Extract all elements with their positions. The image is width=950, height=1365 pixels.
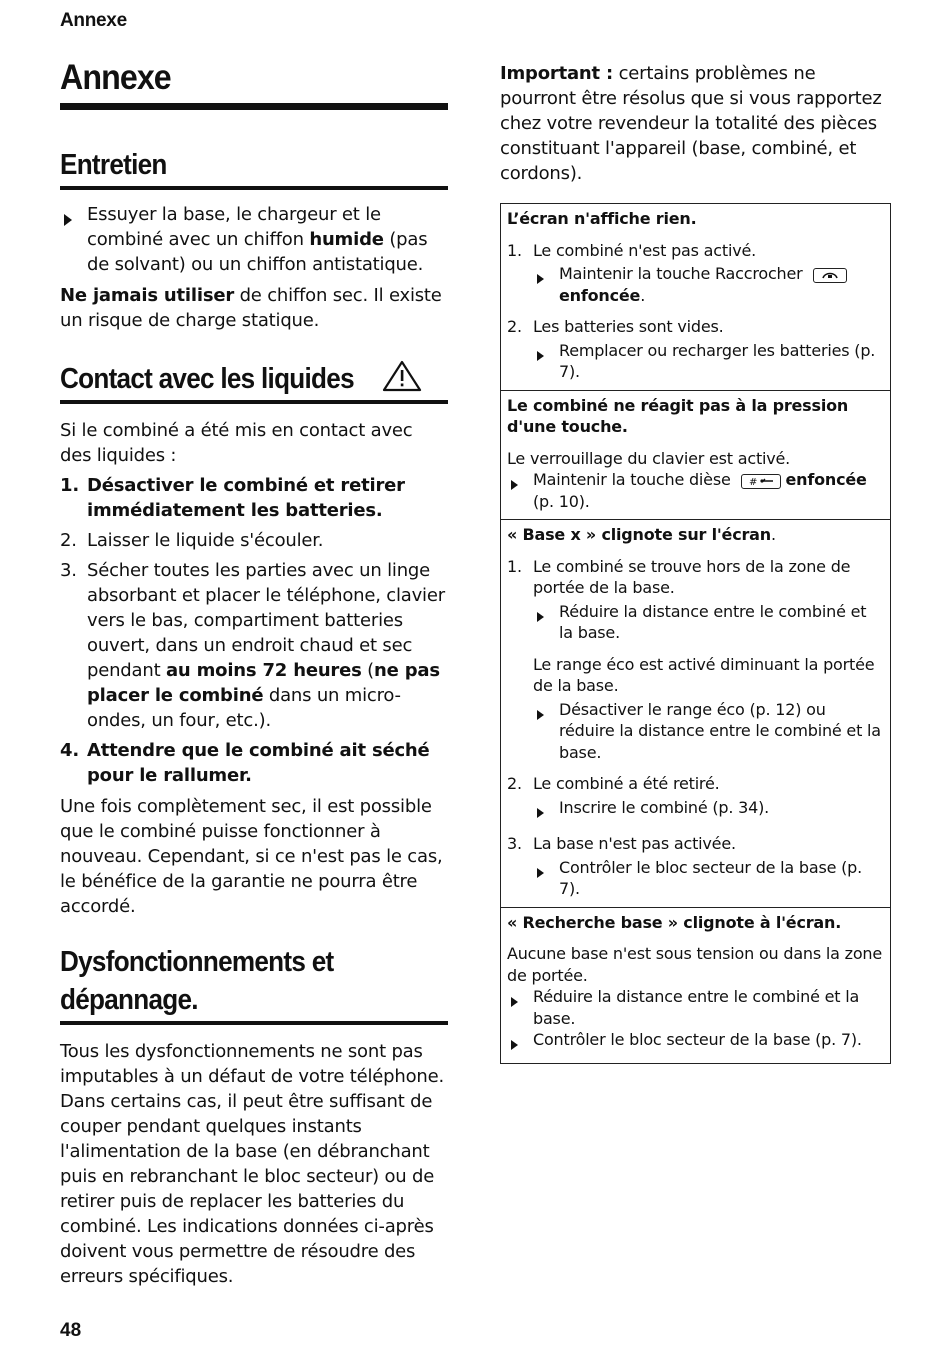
row-text: Le verrouillage du clavier est activé. [507,448,791,468]
left-column [60,56,448,1289]
bullet-arrow-icon [537,274,544,284]
bullet-arrow-icon [537,351,544,361]
sub-bullet: Désactiver le range éco (p. 12) ou réduire la distance entre le combiné et la base. [533,699,884,764]
bullet-arrow-icon [511,997,518,1007]
liquides-outro: Une fois complètement sec, il est possible que le combiné puisse fonctionner à nouveau. Cependant, si ce n'est pas le cas, le bénéfice de la garantie ne pourra être accordé. [60,796,443,917]
sub-bullet: Réduire la distance entre le combiné et la base. [533,601,884,644]
liquides-heading: Contact avec les liquides [60,362,354,395]
annexe-title: Annexe [60,58,171,97]
entretien-bullet [60,202,448,277]
row-title: « Recherche base » clignote à l'écran. [507,912,842,932]
bullet-arrow-icon [511,1040,518,1050]
depannage-heading-line2: dépannage. [60,984,198,1016]
important-note: Important : certains problèmes ne pourront être résolus que si vous rapportez chez votre revendeur la totalité des pièces constituant l'appareil (base, combiné, et cordons). [500,63,882,184]
bullet-arrow-icon [537,808,544,818]
bullet-arrow-icon [511,480,518,490]
entretien-heading: Entretien [60,149,167,181]
bullet-arrow-icon [60,202,87,277]
liquides-intro: Si le combiné a été mis en contact avec des liquides : [60,420,413,466]
table-row [501,204,890,390]
table-row [501,907,890,1063]
row-title: L’écran n'affiche rien. [507,209,697,228]
table-row [501,519,890,907]
liquides-section [60,359,448,919]
list-item: 2. Les batteries sont vides. Remplacer ou recharger les batteries (p. 7). [507,316,884,383]
hash-key-icon [741,474,781,489]
row-title: Le combiné ne réagit pas à la pression d'une touche. [507,395,849,436]
sub-bullet: Maintenir la touche Raccrocher enfoncée. [533,263,884,306]
right-column [500,61,891,1064]
running-header: Annexe [60,10,127,31]
list-item: 4. Attendre que le combiné ait séché pour le rallumer. [60,740,430,786]
svg-text:#: # [748,477,757,487]
hang-up-key-icon [813,268,847,283]
sub-bullet: Contrôler le bloc secteur de la base (p. 7). [507,1029,884,1056]
table-row [501,390,890,520]
depannage-heading-line1: Dysfonctionnements et [60,946,334,978]
liquides-steps [60,473,448,788]
troubleshooting-table [500,203,891,1064]
sub-bullet: Contrôler le bloc secteur de la base (p. 7). [533,857,884,900]
list-item: 2. Le combiné a été retiré. Inscrire le combiné (p. 34). [507,773,884,823]
sub-bullet: Inscrire le combiné (p. 34). [533,797,884,824]
list-item: 1. Le combiné n'est pas activé. Maintenir la touche Raccrocher enfoncée. [507,240,884,307]
sub-bullet: Maintenir la touche dièse # enfoncée (p. 10). [507,469,884,512]
list-item: 1. Le combiné se trouve hors de la zone de portée de la base. Réduire la distance entre le combiné et la base. Le range éco est activé diminuant la portée de la base. Désactiver le range éco (p. 12) ou réduire la distance entre le combiné et la base. [507,556,884,764]
depannage-text: Tous les dysfonctionnements ne sont pas imputables à un défaut de votre téléphone. Dans certains cas, il peut être suffisant de couper pendant quelques instants l'alimentation de la base (en débranchant puis en rebranchant le bloc secteur) ou de retirer puis de replacer les batteries du combiné. Les indications données ci-après doivent vous permettre de résoudre des erreurs spécifiques. [60,1041,445,1287]
list-item: 3. La base n'est pas activée. Contrôler le bloc secteur de la base (p. 7). [507,833,884,900]
list-item: 2. Laisser le liquide s'écouler. [60,530,324,551]
bullet-arrow-icon [537,868,544,878]
entretien-bullet-text: Essuyer la base, le chargeur et le combiné avec un chiffon humide (pas de solvant) ou un chiffon antistatique. [87,204,428,275]
page-number: 48 [60,1320,82,1341]
row-text: Aucune base n'est sous tension ou dans la zone de portée. [507,944,882,985]
warning-triangle-icon [381,359,423,398]
list-item: 1. Désactiver le combiné et retirer immédiatement les batteries. [60,475,405,521]
bullet-arrow-icon [537,612,544,622]
entretien-rule [60,186,448,190]
sub-bullet: Remplacer ou recharger les batteries (p. 7). [533,340,884,383]
list-item: 3. Sécher toutes les parties avec un linge absorbant et placer le téléphone, clavier vers le bas, compartiment batteries ouvert, dans un endroit chaud et sec pendant au moins 72 heures (ne pas placer le combiné dans un micro-ondes, un four, etc.). [60,560,445,731]
liquides-rule [60,400,448,404]
sub-bullet: Réduire la distance entre le combiné et la base. [507,986,884,1029]
depannage-rule [60,1021,448,1025]
entretien-section [60,146,448,333]
entretien-note: Ne jamais utiliser de chiffon sec. Il existe un risque de charge statique. [60,285,442,331]
row-title: « Base x » clignote sur l'écran. [507,525,776,544]
bullet-arrow-icon [537,710,544,720]
title-rule [60,103,448,110]
depannage-section [60,943,448,1289]
